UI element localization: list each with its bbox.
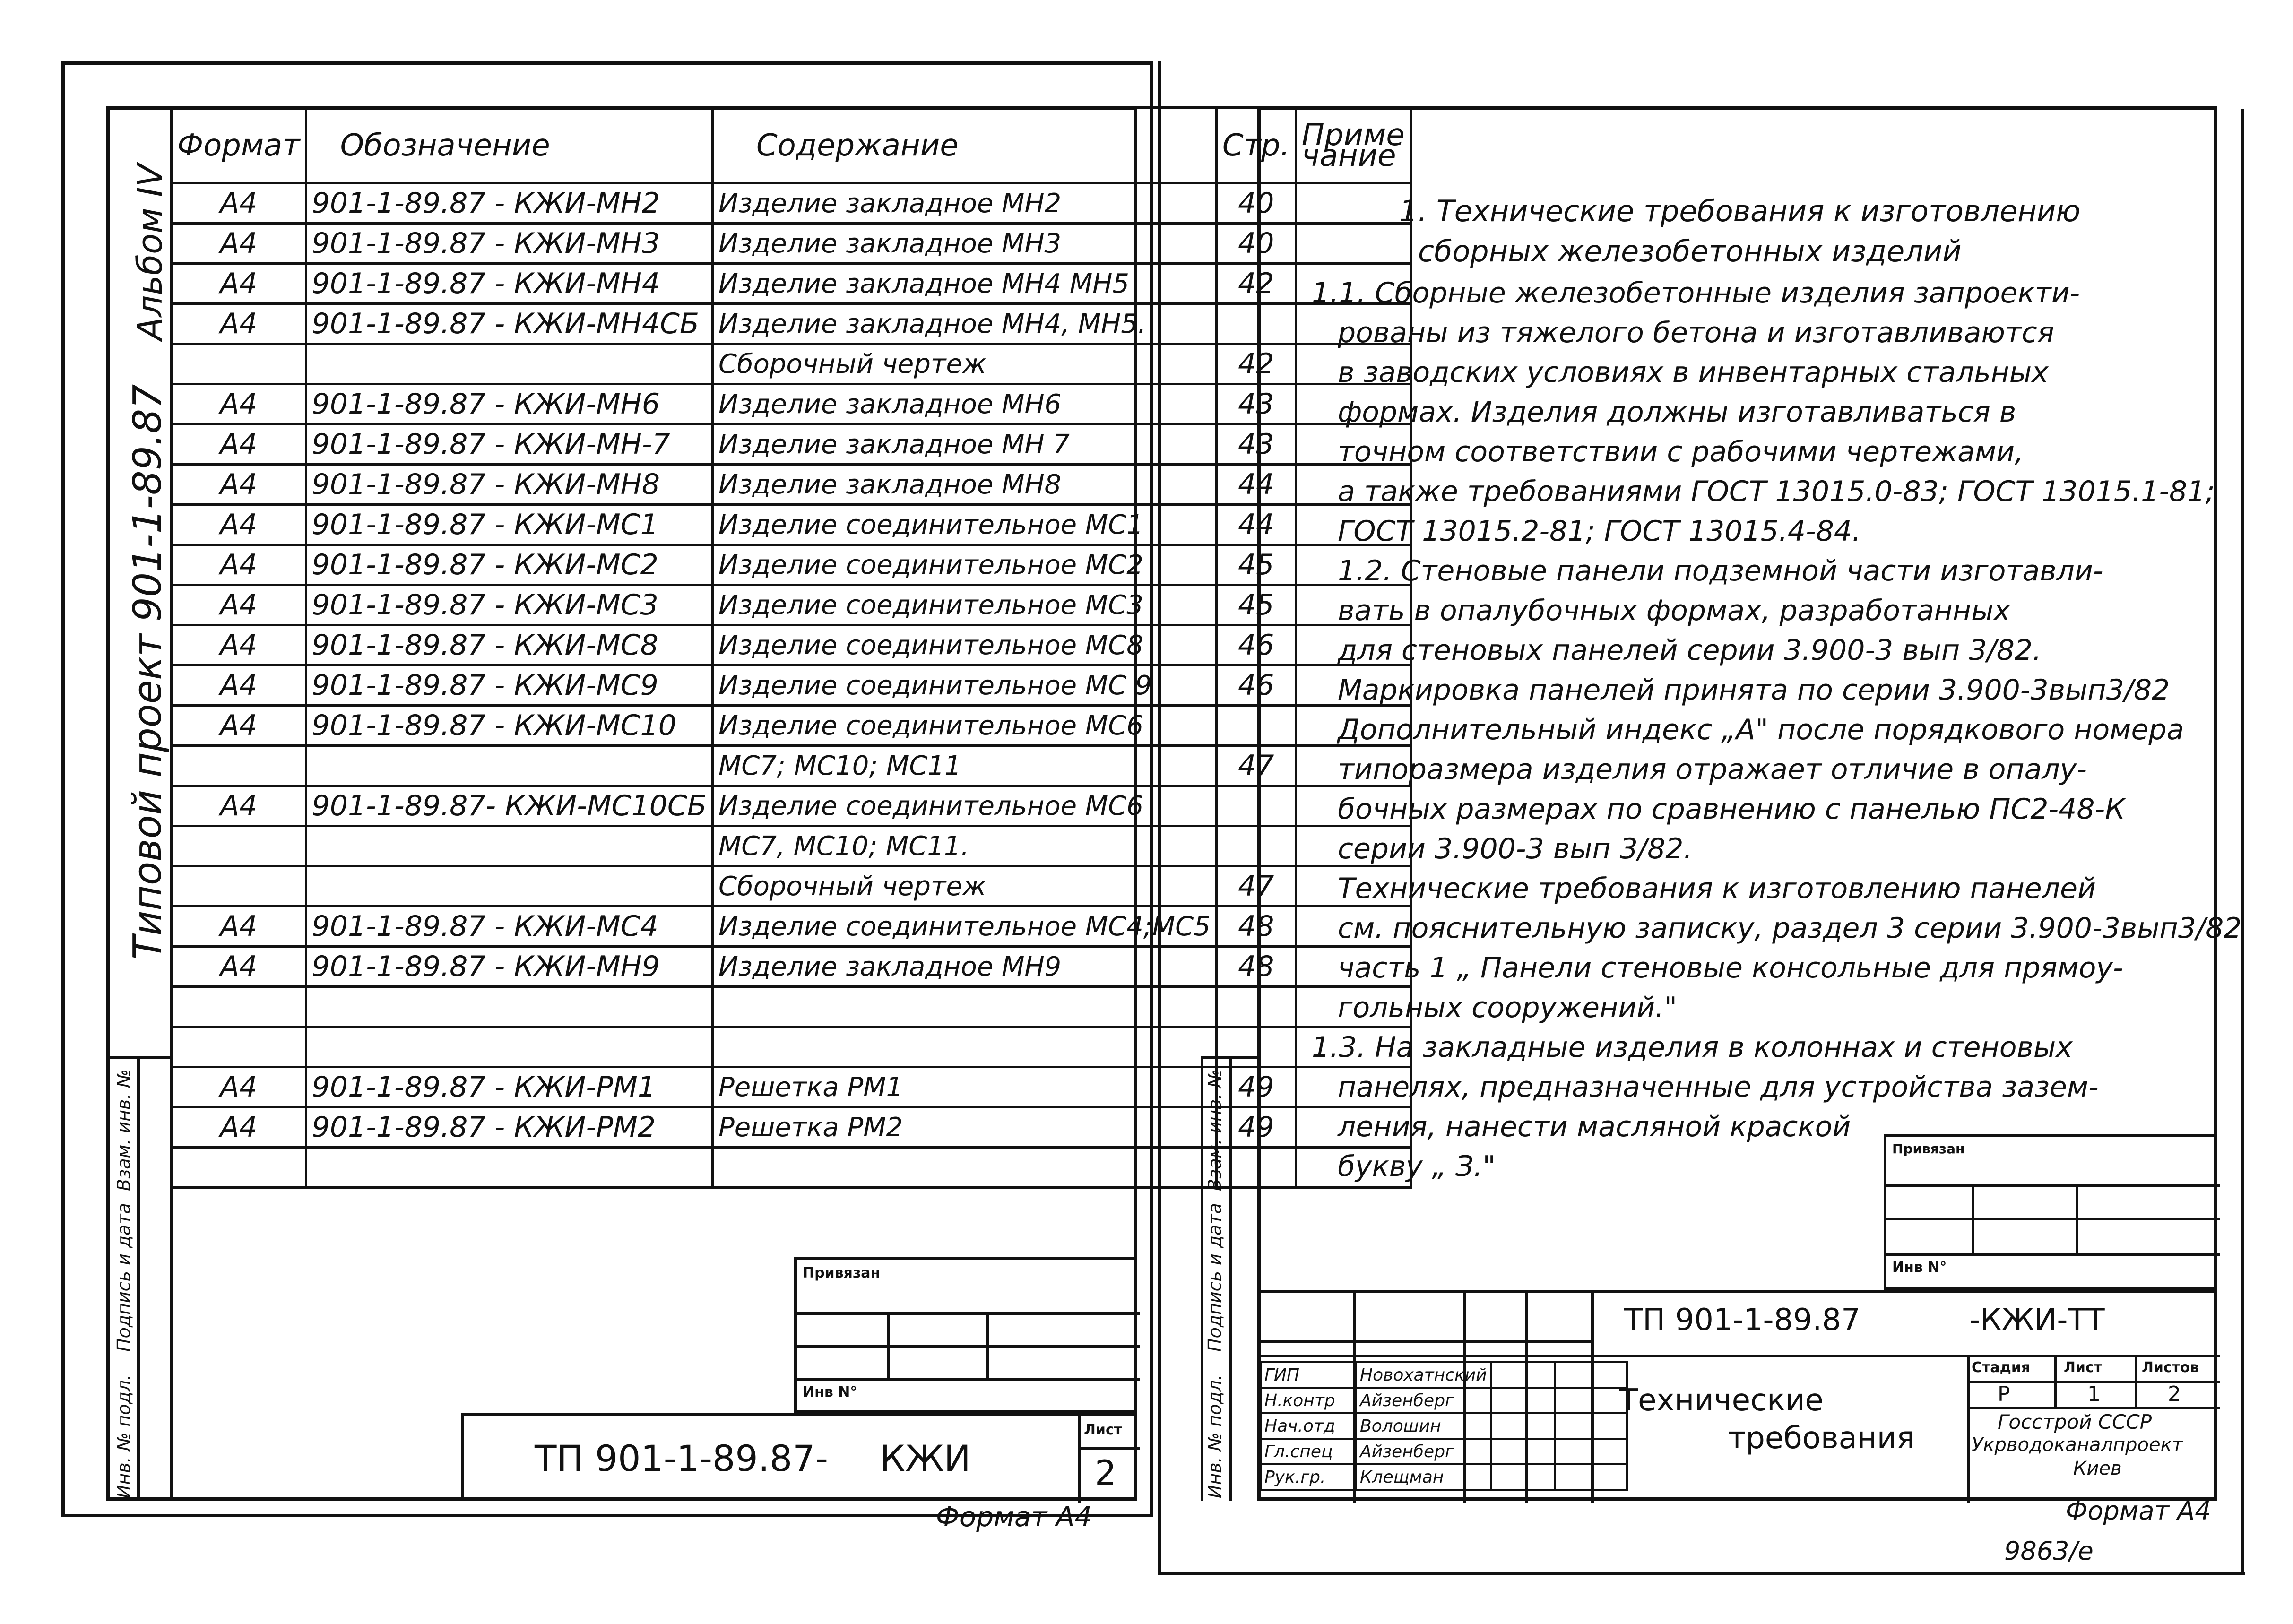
left-inv-no-label: Инв N° (803, 1384, 857, 1400)
right-stamp-mark: -КЖИ-ТТ (1969, 1303, 2105, 1338)
row-content: Изделие закладное МН2 (712, 183, 1216, 224)
signature-row (1261, 1464, 1627, 1490)
col-header-designation: Обозначение (306, 108, 712, 183)
table-row (172, 183, 1411, 224)
signature-date (1555, 1362, 1627, 1388)
right-sheet-outer-left-edge (1158, 61, 1161, 1574)
requirement-line: а также требованиями ГОСТ 13015.0-83; ГОСТ 13015.1-81; (1338, 475, 2215, 508)
signature-name: Айзенберг (1356, 1439, 1491, 1464)
signature-date (1555, 1464, 1627, 1490)
row-page: 45 (1216, 585, 1296, 625)
col-header-format: Формат (172, 108, 306, 183)
row-page: 43 (1216, 384, 1296, 424)
right-sheet-outer-right-edge (2241, 109, 2244, 1574)
sheets-value: 2 (2168, 1382, 2181, 1406)
table-row (172, 545, 1411, 585)
row-format: А4 (172, 183, 306, 224)
table-row (172, 585, 1411, 625)
requirements-heading-line-1: 1. Технические требования к изготовлению (1399, 194, 2081, 228)
row-page: 46 (1216, 665, 1296, 706)
signature-date (1555, 1439, 1627, 1464)
row-designation: 901-1-89.87 - КЖИ-МС2 (306, 545, 712, 585)
row-designation (306, 1148, 712, 1188)
row-format (172, 987, 306, 1027)
row-format: А4 (172, 665, 306, 706)
signature-role: Н.контр (1261, 1388, 1356, 1413)
index-table-header (172, 108, 1411, 183)
stage-label: Стадия (1972, 1359, 2031, 1376)
row-content: Изделие соединительное МС1 (712, 505, 1216, 545)
col-header-content: Содержание (712, 108, 1216, 183)
requirement-line: Маркировка панелей принята по серии 3.900-3вып3/82 (1338, 674, 2170, 707)
row-format: А4 (172, 1107, 306, 1148)
left-inv-label-1: Инв. № подл. (113, 1374, 134, 1498)
requirement-line: часть 1 „ Панели стеновые консольные для прямоу- (1338, 951, 2123, 985)
requirement-line: см. пояснительную записку, раздел 3 серии 3.900-3вып3/82 (1338, 912, 2242, 945)
row-content: Решетка РМ2 (712, 1107, 1216, 1148)
row-format: А4 (172, 465, 306, 505)
row-designation: 901-1-89.87 - КЖИ-МН6 (306, 384, 712, 424)
row-designation: 901-1-89.87 - КЖИ-МН3 (306, 224, 712, 264)
sheet-value: 1 (2087, 1382, 2101, 1406)
right-privyazan-label: Привязан (1892, 1141, 1965, 1157)
requirement-line: вать в опалубочных формах, разработанных (1338, 594, 2011, 627)
row-page: 49 (1216, 1067, 1296, 1107)
row-designation: 901-1-89.87 - КЖИ-МН8 (306, 465, 712, 505)
archive-number: 9863/е (2004, 1536, 2094, 1566)
table-row (172, 465, 1411, 505)
row-page: 47 (1216, 866, 1296, 907)
row-content: Изделие соединительное МС4;МС5 (712, 907, 1216, 947)
requirement-line: гольных сооружений." (1338, 991, 1677, 1024)
col-header-page: Стр. (1216, 108, 1296, 183)
requirement-line: ления, нанести масляной краской (1338, 1110, 1851, 1143)
row-content: Изделие закладное МН 7 (712, 424, 1216, 465)
requirement-line: панелях, предназначенные для устройства зазем- (1338, 1071, 2099, 1104)
row-designation (306, 1027, 712, 1067)
row-page: 40 (1216, 224, 1296, 264)
row-format: А4 (172, 625, 306, 665)
col-header-note: Приме чание (1296, 108, 1410, 183)
table-row (172, 786, 1411, 826)
row-designation: 901-1-89.87 - КЖИ-МС4 (306, 907, 712, 947)
signature-name: Айзенберг (1356, 1388, 1491, 1413)
requirement-line: для стеновых панелей серии 3.900-3 вып 3/82. (1338, 634, 2042, 667)
signature-mark (1491, 1439, 1555, 1464)
row-designation: 901-1-89.87 - КЖИ-МС8 (306, 625, 712, 665)
requirement-line: букву „ З." (1338, 1150, 1496, 1183)
row-format: А4 (172, 304, 306, 344)
row-page: 40 (1216, 183, 1296, 224)
row-content: Изделие закладное МН8 (712, 465, 1216, 505)
left-inv-label-3: Взам. инв. № (113, 1069, 134, 1191)
requirement-line: Дополнительный индекс „А" после порядкового номера (1338, 713, 2184, 746)
signature-name: Новохатнский (1356, 1362, 1491, 1388)
left-sheet-number: 2 (1095, 1453, 1116, 1493)
left-stamp-code: ТП 901-1-89.87- (535, 1437, 828, 1479)
row-page: 44 (1216, 465, 1296, 505)
project-label: Типовой проект 901-1-89.87 (125, 384, 170, 959)
table-row (172, 264, 1411, 304)
row-format: А4 (172, 505, 306, 545)
stage-value: Р (1998, 1382, 2010, 1406)
signature-row (1261, 1413, 1627, 1439)
row-content: Изделие соединительное МС8 (712, 625, 1216, 665)
row-designation: 901-1-89.87 - КЖИ-МС1 (306, 505, 712, 545)
right-inv-label-1: Инв. № подл. (1204, 1374, 1225, 1498)
requirement-line: рованы из тяжелого бетона и изготавливаются (1338, 316, 2054, 349)
right-inv-no-label: Инв N° (1892, 1259, 1947, 1276)
row-content (712, 987, 1216, 1027)
signature-mark (1491, 1464, 1555, 1490)
row-content: Изделие закладное МН4, МН5. (712, 304, 1216, 344)
row-page: 47 (1216, 746, 1296, 786)
signature-table (1260, 1361, 1628, 1491)
requirements-heading-line-2: сборных железобетонных изделий (1418, 234, 1962, 268)
row-format (172, 746, 306, 786)
row-page: 48 (1216, 907, 1296, 947)
left-inv-label-2: Подпись и дата (113, 1203, 134, 1352)
org-line-1: Госстрой СССР (1998, 1410, 2152, 1434)
table-row (172, 344, 1411, 384)
row-designation: 901-1-89.87 - КЖИ-МН4 (306, 264, 712, 304)
table-row (172, 987, 1411, 1027)
signature-role: Рук.гр. (1261, 1464, 1356, 1490)
table-row (172, 706, 1411, 746)
right-privyazan-block (1884, 1134, 2217, 1290)
table-row (172, 304, 1411, 344)
signature-name: Клещман (1356, 1464, 1491, 1490)
row-format: А4 (172, 224, 306, 264)
table-row (172, 947, 1411, 987)
signature-row (1261, 1388, 1627, 1413)
row-format: А4 (172, 545, 306, 585)
left-format-note: Формат А4 (936, 1501, 1092, 1533)
right-format-note: Формат А4 (2066, 1496, 2211, 1526)
sheets-label: Листов (2142, 1359, 2199, 1376)
requirement-line: ГОСТ 13015.2-81; ГОСТ 13015.4-84. (1338, 515, 1861, 548)
row-format: А4 (172, 706, 306, 746)
left-privyazan-block (794, 1257, 1137, 1413)
row-designation: 901-1-89.87 - КЖИ-МС10 (306, 706, 712, 746)
row-format: А4 (172, 786, 306, 826)
table-row (172, 746, 1411, 786)
org-line-2: Укрводоканалпроект (1972, 1434, 2183, 1456)
row-format (172, 826, 306, 866)
sheet-label: Лист (2064, 1359, 2103, 1376)
row-designation (306, 987, 712, 1027)
row-page: 44 (1216, 505, 1296, 545)
table-row (172, 224, 1411, 264)
row-designation (306, 826, 712, 866)
row-page: 46 (1216, 625, 1296, 665)
row-content: Изделие закладное МН4 МН5 (712, 264, 1216, 304)
table-row (172, 505, 1411, 545)
requirement-line: 1.1. Сборные железобетонные изделия запроекти- (1312, 276, 2080, 310)
requirement-line: 1.2. Стеновые панели подземной части изготавли- (1338, 554, 2103, 587)
row-page: 48 (1216, 947, 1296, 987)
row-designation: 901-1-89.87 - КЖИ-МН-7 (306, 424, 712, 465)
table-row (172, 384, 1411, 424)
row-format: А4 (172, 264, 306, 304)
table-row (172, 826, 1411, 866)
signature-role: Нач.отд (1261, 1413, 1356, 1439)
signature-mark (1491, 1388, 1555, 1413)
row-content (712, 1148, 1216, 1188)
table-row (172, 907, 1411, 947)
doc-title-line-1: Технические (1619, 1383, 1824, 1418)
row-format: А4 (172, 907, 306, 947)
row-designation: 901-1-89.87 - КЖИ-МН4СБ (306, 304, 712, 344)
row-content: Изделие соединительное МС3 (712, 585, 1216, 625)
row-content: Сборочный чертеж (712, 866, 1216, 907)
row-format: А4 (172, 585, 306, 625)
row-designation (306, 344, 712, 384)
album-label: Альбом IV (130, 164, 170, 340)
signature-row (1261, 1439, 1627, 1464)
signature-date (1555, 1388, 1627, 1413)
signature-row (1261, 1362, 1627, 1388)
signature-date (1555, 1413, 1627, 1439)
row-content: Изделие закладное МН9 (712, 947, 1216, 987)
row-designation: 901-1-89.87 - КЖИ-МН2 (306, 183, 712, 224)
requirement-line: серии 3.900-3 вып 3/82. (1338, 832, 1693, 865)
row-content: Изделие закладное МН3 (712, 224, 1216, 264)
row-content: Решетка РМ1 (712, 1067, 1216, 1107)
row-format (172, 1027, 306, 1067)
row-content: Изделие закладное МН6 (712, 384, 1216, 424)
row-page: 42 (1216, 264, 1296, 304)
row-page: 43 (1216, 424, 1296, 465)
row-designation: 901-1-89.87 - КЖИ-РМ1 (306, 1067, 712, 1107)
row-content: Изделие соединительное МС2 (712, 545, 1216, 585)
requirement-line: в заводских условиях в инвентарных стальных (1338, 356, 2049, 389)
row-format: А4 (172, 947, 306, 987)
row-content (712, 1027, 1216, 1067)
row-format (172, 866, 306, 907)
right-inv-label-2: Подпись и дата (1204, 1203, 1225, 1352)
signature-mark (1491, 1413, 1555, 1439)
signature-name: Волошин (1356, 1413, 1491, 1439)
right-sheet-bottom-edge (1158, 1572, 2245, 1575)
org-line-3: Киев (2073, 1458, 2122, 1479)
left-stamp-mark: КЖИ (880, 1437, 971, 1479)
row-content: МС7, МС10; МС11. (712, 826, 1216, 866)
row-format (172, 1148, 306, 1188)
signature-mark (1491, 1362, 1555, 1388)
right-stamp-code: ТП 901-1-89.87 (1624, 1303, 1860, 1338)
requirement-line: точном соответствии с рабочими чертежами, (1338, 435, 2024, 468)
requirement-line: формах. Изделия должны изготавливаться в (1338, 396, 2016, 429)
table-row (172, 866, 1411, 907)
row-page: 42 (1216, 344, 1296, 384)
row-designation: 901-1-89.87 - КЖИ-МН9 (306, 947, 712, 987)
right-inv-label-3: Взам. инв. № (1204, 1069, 1225, 1191)
row-page: 45 (1216, 545, 1296, 585)
left-title-stamp (461, 1413, 1137, 1501)
requirement-line: 1.3. На закладные изделия в колоннах и стеновых (1312, 1031, 2073, 1064)
requirement-line: типоразмера изделия отражает отличие в опалу- (1338, 753, 2087, 786)
row-format: А4 (172, 424, 306, 465)
row-page: 49 (1216, 1107, 1296, 1148)
requirement-line: Технические требования к изготовлению панелей (1338, 872, 2096, 905)
doc-title-line-2: требования (1728, 1421, 1915, 1456)
row-designation: 901-1-89.87 - КЖИ-МС9 (306, 665, 712, 706)
table-row (172, 625, 1411, 665)
index-table (170, 106, 1412, 1189)
row-designation (306, 746, 712, 786)
requirement-line: бочных размерах по сравнению с панелью ПС2-48-К (1338, 793, 2125, 826)
left-privyazan-label: Привязан (803, 1265, 881, 1281)
left-sheet-label: Лист (1084, 1422, 1123, 1438)
row-content: Изделие соединительное МС6 (712, 706, 1216, 746)
row-format: А4 (172, 384, 306, 424)
row-content: Изделие соединительное МС6 (712, 786, 1216, 826)
row-format (172, 344, 306, 384)
signature-role: ГИП (1261, 1362, 1356, 1388)
row-designation: 901-1-89.87 - КЖИ-РМ2 (306, 1107, 712, 1148)
row-content: Сборочный чертеж (712, 344, 1216, 384)
row-format: А4 (172, 1067, 306, 1107)
row-designation: 901-1-89.87- КЖИ-МС10СБ (306, 786, 712, 826)
signature-role: Гл.спец (1261, 1439, 1356, 1464)
row-content: МС7; МС10; МС11 (712, 746, 1216, 786)
table-row (172, 424, 1411, 465)
row-content: Изделие соединительное МС 9 (712, 665, 1216, 706)
row-designation: 901-1-89.87 - КЖИ-МС3 (306, 585, 712, 625)
table-row (172, 665, 1411, 706)
row-designation (306, 866, 712, 907)
